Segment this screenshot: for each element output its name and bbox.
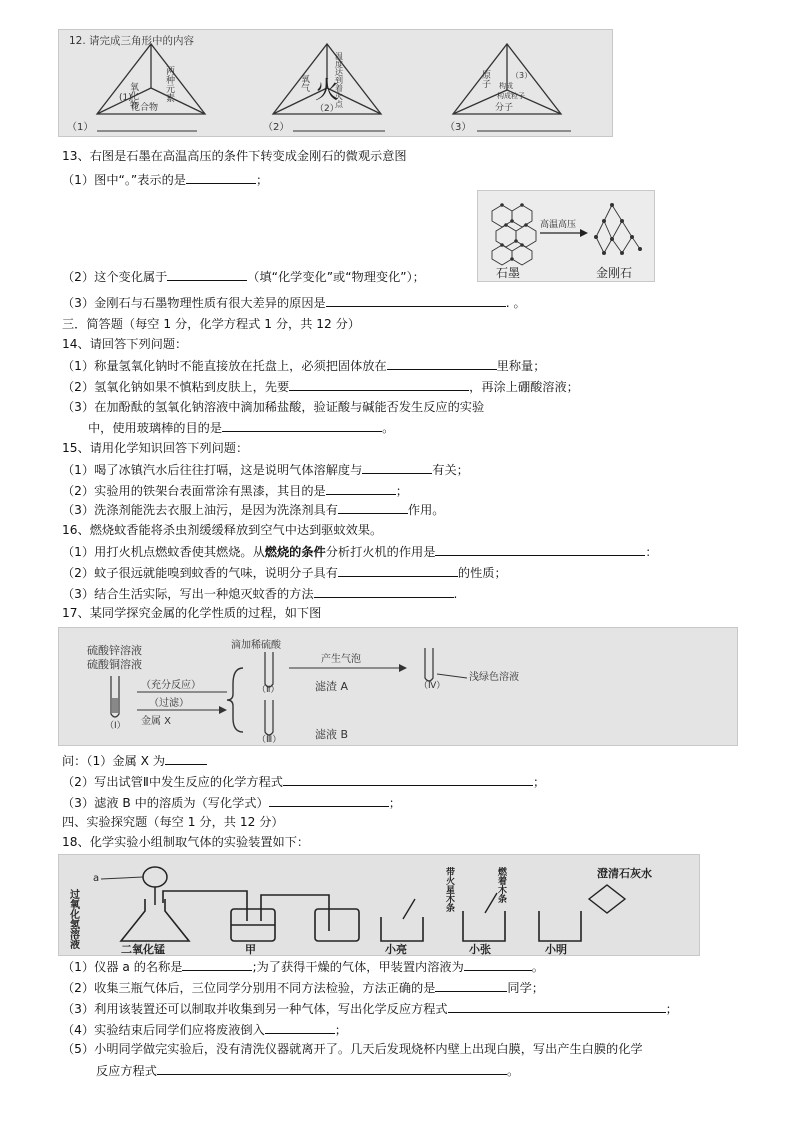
- q18-p2-blank[interactable]: [435, 979, 507, 992]
- q18-p4: （4）实验结束后同学们应将废液倒入 ；: [62, 1023, 347, 1037]
- bottle-jia: [231, 909, 275, 941]
- tri1-left: 氧化物: [128, 82, 138, 109]
- graphite-diamond-diagram: [478, 191, 654, 281]
- q18-p5-blank[interactable]: [157, 1062, 507, 1075]
- sol2-label: 硫酸铜溶液: [87, 658, 142, 671]
- xiaoliang-label: 小亮: [385, 943, 407, 955]
- gas-apparatus-diagram: [59, 855, 699, 955]
- tri2-center: 火: [315, 76, 339, 104]
- xiaoming-label: 小明: [545, 943, 567, 955]
- tri3-answer-label: （3）: [445, 122, 472, 133]
- q17-p1: 问：（1）金属 X 为: [62, 752, 207, 770]
- green-solution-label: 浅绿色溶液: [469, 672, 519, 683]
- q17-title: 17、某同学探究金属的化学性质的过程，如下图: [62, 606, 322, 620]
- tube-2: [265, 652, 273, 687]
- q15-title: 15、请用化学知识回答下列问题：: [62, 441, 249, 455]
- sol1-label: 硫酸锌溶液: [87, 644, 142, 657]
- q16-p2: （2）蚊子很远就能嗅到蚊香的气味，说明分子具有 的性质；: [62, 566, 507, 580]
- tri1-inner: (1): [119, 93, 132, 103]
- triangle-diagrams: [59, 30, 612, 136]
- bottle-xiaozhang: [463, 911, 505, 941]
- q13-p2-blank[interactable]: [167, 268, 247, 281]
- q14-p1-blank[interactable]: [387, 357, 497, 370]
- q14-title: 14、请回答下列问题：: [62, 337, 188, 351]
- q13-p2: （2）这个变化属于 （填“化学变化”或“物理变化”）；: [62, 270, 425, 284]
- q13-figure: [477, 190, 655, 282]
- arrow-label: 高温高压: [540, 220, 577, 230]
- tube-3-label: （Ⅲ）: [257, 735, 282, 745]
- jia-label: 甲: [245, 943, 256, 955]
- q18-p1-blank-2[interactable]: [464, 958, 532, 971]
- q18-figure: [58, 854, 700, 956]
- q18-title: 18、化学实验小组制取气体的实验装置如下：: [62, 835, 310, 849]
- tri3-mid2: 构成: [499, 82, 513, 90]
- q18-p1-blank-1[interactable]: [182, 958, 252, 971]
- tube-2-label: （Ⅱ）: [257, 685, 280, 695]
- q18-p5b: 反应方程式 。: [96, 1064, 520, 1078]
- section-3-heading: 三．简答题（每空 1 分，化学方程式 1 分，共 12 分）: [62, 317, 361, 331]
- q14-p3-blank[interactable]: [222, 419, 382, 432]
- graphite-structure: [492, 205, 536, 265]
- step2-label: （过滤）: [149, 698, 189, 709]
- tube-3: [265, 700, 273, 735]
- q17-p2-blank[interactable]: [283, 773, 533, 786]
- tri1-bottom: 化合物: [131, 103, 159, 113]
- q16-p3: （3）结合生活实际，写出一种熄灭蚊香的方法 .: [62, 587, 458, 601]
- metal-experiment-diagram: [59, 628, 737, 745]
- h2o2-label: 过氧化氢溶液: [67, 889, 79, 949]
- ember-splint: [403, 899, 415, 919]
- metal-x-label: 金属 X: [141, 716, 172, 727]
- graphite-atoms: [500, 203, 528, 261]
- q18-p2: （2）收集三瓶气体后，三位同学分别用不同方法检验，方法正确的是 同学；: [62, 981, 544, 995]
- q14-p1: （1）称量氢氧化钠时不能直接放在托盘上，必须把固体放在 里称量；: [62, 359, 546, 373]
- diamond-label: 金刚石: [596, 266, 633, 280]
- conical-flask: [121, 899, 189, 941]
- q17-p1-blank[interactable]: [165, 752, 207, 765]
- limewater-label: 澄清石灰水: [597, 867, 652, 880]
- tube-1-2: [163, 891, 247, 921]
- collection-bottle: [315, 909, 359, 941]
- tri2-answer-label: （2）: [263, 122, 290, 133]
- graphite-label: 石墨: [496, 266, 521, 280]
- q16-p1: （1）用打火机点燃蚊香使其燃烧。从燃烧的条件分析打火机的作用是 ：: [62, 545, 658, 559]
- residue-label: 滤渣 A: [315, 680, 349, 693]
- q16-p1-blank[interactable]: [435, 543, 645, 556]
- tri3-top: 原子: [480, 70, 490, 88]
- q18-p3: （3）利用该装置还可以制取并收集到另一种气体，写出化学反应方程式 ；: [62, 1002, 678, 1016]
- q14-p3a: （3）在加酚酞的氢氧化钠溶液中滴加稀盐酸，验证酸与碱能否发生反应的实验: [62, 400, 485, 414]
- q15-p1-blank[interactable]: [362, 461, 432, 474]
- q13-p1-blank[interactable]: [186, 171, 256, 184]
- pointer-a: [101, 877, 143, 879]
- step2-arrow-head-icon: [219, 706, 227, 714]
- tri2-left: 氧气: [299, 74, 309, 92]
- q18-p1: （1）仪器 a 的名称是 ;为了获得干燥的气体，甲装置内溶液为 。: [62, 960, 544, 974]
- q13-p1: （1）图中“。”表示的是 ；: [62, 173, 269, 187]
- arrow-head-icon: [580, 229, 588, 237]
- q12-title: 12. 请完成三角形中的内容: [69, 35, 195, 47]
- bottle-xiaoming: [539, 911, 581, 941]
- tri3-mid3: 构成粒子: [497, 92, 525, 100]
- q13-title: 13、右图是石墨在高温高压的条件下转变成金刚石的微观示意图: [62, 149, 407, 163]
- q13-p3: （3）金刚石与石墨物理性质有很大差异的原因是 . 。: [62, 296, 526, 310]
- branch-brace: [227, 668, 243, 732]
- bubbles-arrow-head-icon: [399, 664, 407, 672]
- tube-1-label: （Ⅰ）: [105, 721, 126, 731]
- q14-p3b: 中，使用玻璃棒的目的是 。: [88, 421, 395, 435]
- ember-label: 带火星木条: [444, 867, 454, 912]
- q17-p3: （3）滤液 B 中的溶质为（写化学式） ；: [62, 796, 401, 810]
- q16-title: 16、燃烧蚊香能将杀虫剂缓缓释放到空气中达到驱蚊效果。: [62, 523, 383, 537]
- q15-p3-blank[interactable]: [338, 501, 408, 514]
- q13-p3-blank[interactable]: [326, 294, 506, 307]
- add-acid-label: 滴加稀硫酸: [231, 640, 281, 651]
- q18-p5a: （5）小明同学做完实验后，没有清洗仪器就离开了。几天后发现烧杯内壁上出现白膜，写出产生白膜的化学: [62, 1042, 643, 1056]
- q15-p2: （2）实验用的铁架台表面常涂有黑漆，其目的是 ；: [62, 484, 408, 498]
- tri2-right: 温度达到着火点: [334, 52, 344, 108]
- bubbles-label: 产生气泡: [321, 654, 361, 665]
- beaker-limewater: [589, 885, 625, 913]
- q14-p2: （2）氢氧化钠如果不慎粘到皮肤上，先要 ，再涂上硼酸溶液；: [62, 380, 579, 394]
- q17-figure: [58, 627, 738, 746]
- mno2-label: 二氧化锰: [121, 943, 165, 955]
- diamond-structure: [596, 205, 640, 253]
- green-pointer: [437, 674, 467, 678]
- q16-p3-blank[interactable]: [314, 585, 454, 598]
- q12-figure: [58, 29, 613, 137]
- q17-p2: （2）写出试管Ⅱ中发生反应的化学方程式 ；: [62, 775, 546, 789]
- tri3-bottom: 分子: [495, 103, 514, 113]
- q18-p4-blank[interactable]: [265, 1021, 335, 1034]
- q16-p2-blank[interactable]: [338, 564, 458, 577]
- tri1-right: 两种元素: [164, 66, 174, 102]
- q15-p3: （3）洗涤剂能洗去衣服上油污，是因为洗涤剂具有 作用。: [62, 503, 445, 517]
- step1-label: （充分反应）: [141, 680, 201, 691]
- bottle-xiaoliang: [381, 917, 423, 941]
- tri1-answer-label: （1）: [67, 122, 94, 133]
- burning-label: 燃着木条: [496, 867, 506, 903]
- tri3-mid1: （3）: [511, 71, 533, 80]
- tube-4-label: （Ⅳ）: [419, 681, 446, 691]
- q17-p3-blank[interactable]: [269, 794, 389, 807]
- tube-4: [425, 648, 433, 681]
- q15-p1: （1）喝了冰镇汽水后往往打嗝，这是说明气体溶解度与 有关；: [62, 463, 469, 477]
- q18-p3-blank[interactable]: [448, 1000, 666, 1013]
- tube-1-liquid: [112, 698, 118, 713]
- label-a: a: [93, 873, 100, 884]
- section-4-heading: 四、实验探究题（每空 1 分，共 12 分）: [62, 815, 284, 829]
- q15-p2-blank[interactable]: [326, 482, 396, 495]
- xiaozhang-label: 小张: [469, 943, 491, 955]
- tri2-bottom: （2）: [315, 104, 339, 114]
- q14-p2-blank[interactable]: [289, 378, 469, 391]
- filtrate-label: 滤液 B: [315, 728, 349, 741]
